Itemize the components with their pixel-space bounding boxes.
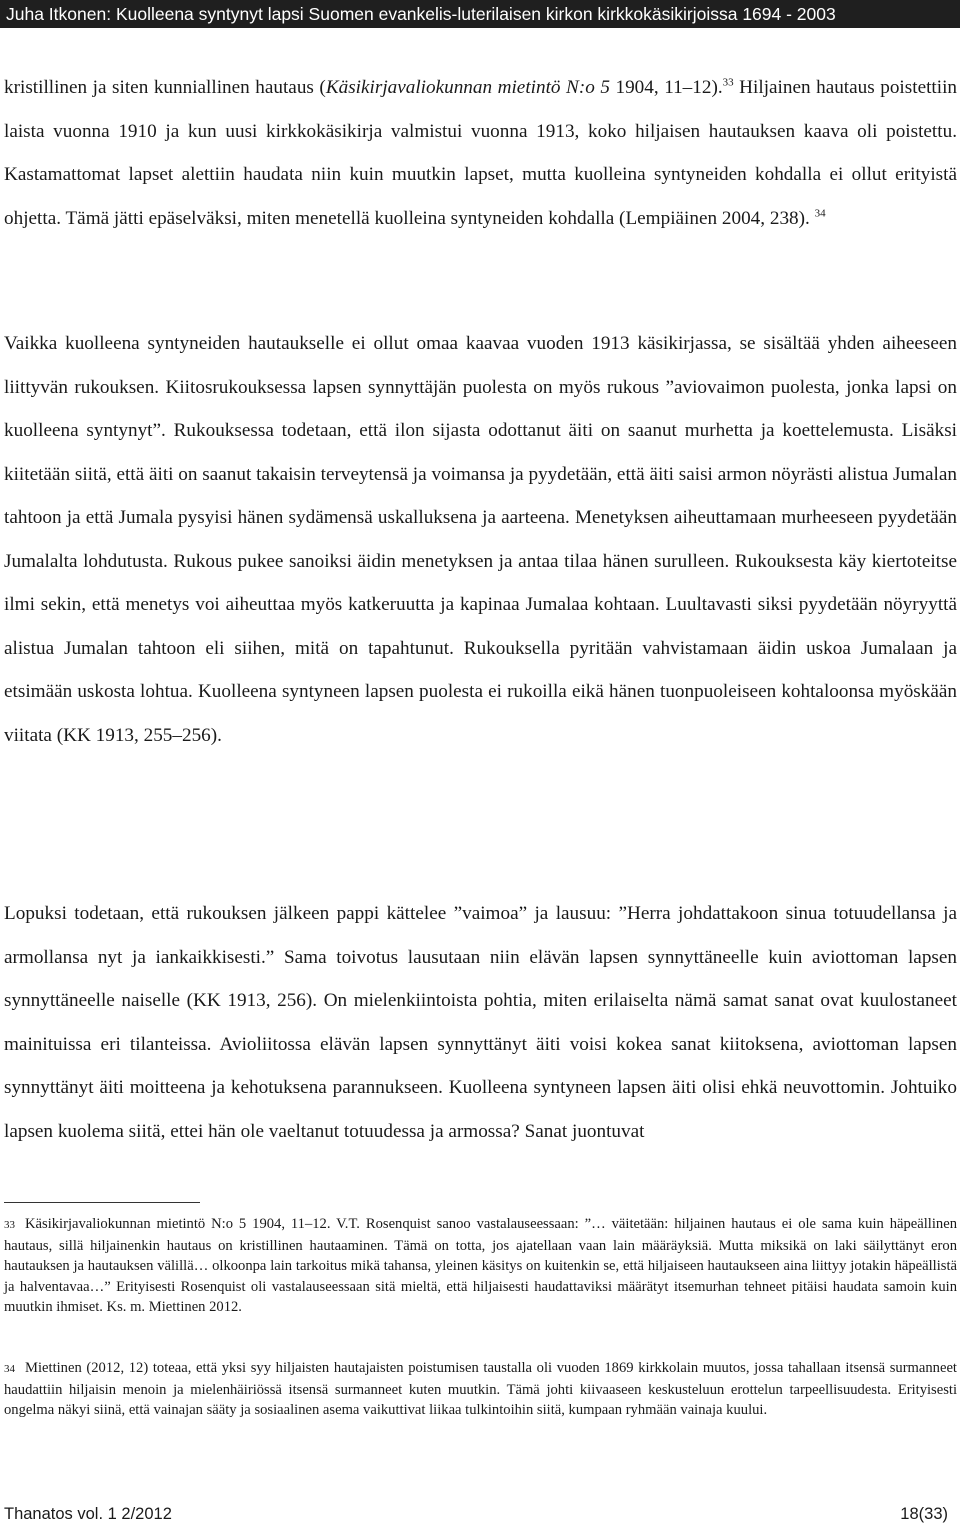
footnote-number: 33 (4, 1219, 15, 1231)
paragraph-3 (4, 892, 957, 1153)
paragraph-1-italic-title: Käsikirjavaliokunnan mietintö N:o 5 (325, 77, 610, 98)
footnote-separator (4, 1202, 200, 1203)
footer-journal: Thanatos vol. 1 2/2012 (4, 1505, 172, 1523)
paragraph-1-part-1: kristillinen ja siten kunniallinen hautaus ( (4, 77, 326, 98)
footnote-text: Miettinen (2012, 12) toteaa, että yksi syy hiljaisten hautajaisten poistumisen taustalla oli vuoden 1869 kirkkolain muutos, jossa tahallaan itsensä surmanneet haudattiin hiljaisin menoin ja mielenhäiriössä itsensä surmanneet kuten muutkin. Tämä johti kiivaaseen keskusteluun erottelun tarpeellisuudesta. Erityisesti ongelma näkyi siinä, että vainajan sääty ja sosiaalinen asema vaikuttivat liikaa tulkintoihin siitä, kumpaan ryhmään vainaja kuului. (4, 1360, 957, 1418)
running-header-title: Juha Itkonen: Kuolleena syntynyt lapsi Suomen evankelis-luterilaisen kirkon kirkkokäsikirjoissa 1694 - 2003 (6, 4, 836, 24)
footnote-ref-33[interactable]: 33 (722, 76, 734, 89)
paragraph-1-part-2: 1904, 11–12). (609, 77, 723, 98)
footnote-text: Käsikirjavaliokunnan mietintö N:o 5 1904, 11–12. V.T. Rosenquist sanoo vastalauseessaan: ”… väitetään: hiljainen hautaus ei ole sama kuin häpeällinen hautaus, sillä hiljainenkin hautaus on kristillinen hautaaminen. Tämä on totta, jos ajatellaan vaan lain määräyksiä. Mutta miksikä on laki säilyttänyt eron hautauksen ja hautauksen välillä… olkoonpa lain tarkoitus mikä tahansa, yleinen käsitys on kuitenkin se, että hiljaiseen hautaukseen aina liittyy jotakin häpeällistä ja halventavaa…” Erityisesti Rosenquist oli vastalauseessaan sitä mieltä, että hiljaisesti haudattaviksi määrätyt itsemurhan tehneet pitäisi haudata samoin kuin muutkin ihmiset. Ks. m. Miettinen 2012. (4, 1216, 957, 1315)
running-header (0, 0, 960, 28)
footnote-34 (4, 1358, 957, 1421)
paragraph-1-text (4, 66, 957, 240)
footnote-ref-34[interactable]: 34 (814, 207, 826, 220)
footnote-33 (4, 1214, 957, 1318)
footer-page-number: 18(33) (900, 1505, 948, 1523)
paragraph-2-text: Vaikka kuolleena syntyneiden hautaukselle ei ollut omaa kaavaa vuoden 1913 käsikirjassa, se sisältää yhden aiheeseen liittyvän rukouksen. Kiitosrukouksessa lapsen synnyttäjän puolesta on myös rukous ”aviovaimon puolesta, jonka lapsi on kuolleena syntynyt”. Rukouksessa todetaan, että ilon sijasta odottanut äiti on saanut murhetta ja koettelemusta. Lisäksi kiitetään siitä, että äiti on saanut takaisin terveytensä ja voimansa ja pyydetään, että äiti saisi armon nöyrästi alistua Jumalan tahtoon ja että Jumala pysyisi hänen sydämensä uskalluksena ja aarteena. Menetyksen aiheuttamaan murheeseen pyydetään Jumalalta lohdutusta. Rukous pukee sanoiksi äidin menetyksen ja antaa tilaa hänen surulleen. Rukouksesta käy kiertoteitse ilmi sekin, että menetys voi aiheuttaa myös katkeruutta ja kapinaa Jumalaa kohtaan. Luultavasti siksi pyydetään nöyryyttä alistua Jumalan tahtoon eli siihen, mitä on tapahtunut. Rukouksella pyritään vahvistamaan äidin uskoa Jumalaan ja etsimään uskosta lohtua. Kuolleena syntyneen lapsen puolesta ei rukoilla eikä hänen tuonpuoleiseen kohtaloonsa myöskään viitata (KK 1913, 255–256). (4, 333, 957, 746)
paragraph-1-part-3: Hiljainen hautaus poistettiin laista vuonna 1910 ja kun uusi kirkkokäsikirja valmistui vuonna 1913, koko hiljaisen hautauksen kaava oli poistettu. Kastamattomat lapset alettiin haudata niin kuin muutkin lapset, mutta kuolleina syntyneiden kohdalla ei ollut erityistä ohjetta. Tämä jätti epäselväksi, miten menetellä kuolleina syntyneiden kohdalla (Lempiäinen 2004, 238). (4, 77, 957, 229)
paragraph-2 (4, 322, 957, 757)
paragraph-1 (4, 66, 957, 240)
footnote-number: 34 (4, 1363, 15, 1375)
paragraph-3-text: Lopuksi todetaan, että rukouksen jälkeen pappi kättelee ”vaimoa” ja lausuu: ”Herra johdattakoon sinua totuudellansa ja armollansa nyt ja iankaikkisesti.” Sama toivotus lausutaan niin elävän lapsen synnyttäneelle kuin aviottoman lapsen synnyttäneelle naiselle (KK 1913, 256). On mielenkiintoista pohtia, miten erilaiselta nämä samat sanat ovat kuulostaneet mainituissa eri tilanteissa. Avioliitossa elävän lapsen synnyttänyt äiti voisi kokea sanat kiitoksena, aviottoman lapsen synnyttänyt äiti moitteena ja kehotuksena parannukseen. Kuolleena syntyneen lapsen äiti olisi ehkä neuvottomin. Johtuiko lapsen kuolema siitä, ettei hän ole vaeltanut totuudessa ja armossa? Sanat juontuvat (4, 903, 957, 1142)
